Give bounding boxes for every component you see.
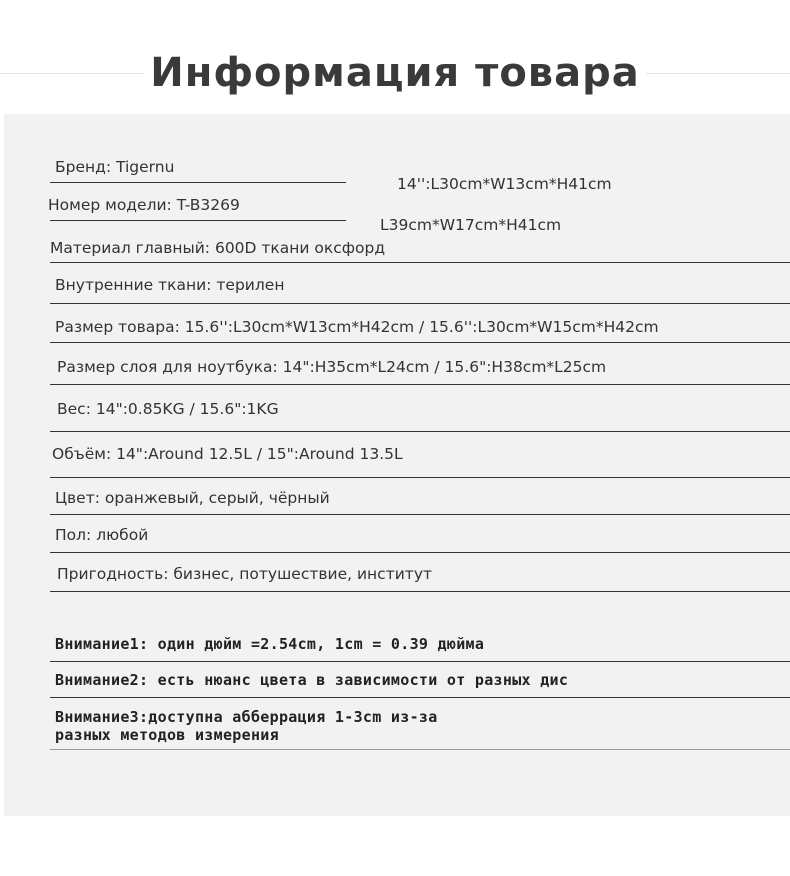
spec-product-size: Размер товара: 15.6'':L30cm*W13cm*H42cm / 15.6'':L30cm*W15cm*H42cm <box>55 318 659 336</box>
divider-color <box>50 514 790 515</box>
divider-weight <box>50 431 790 432</box>
spec-laptop-layer: Размер слоя для ноутбука: 14":H35cm*L24cm / 15.6":H38cm*L25cm <box>57 358 607 376</box>
spec-volume: Объём: 14":Around 12.5L / 15":Around 13.5L <box>52 445 403 463</box>
spec-material: Материал главный: 600D ткани оксфорд <box>50 239 386 257</box>
divider-brand <box>50 182 346 183</box>
divider-volume <box>50 477 790 478</box>
spec-inner-fabric: Внутренние ткани: терилен <box>55 276 285 294</box>
note-3-line-1: Внимание3:доступна абберрация 1-3cm из-за <box>55 708 438 726</box>
spec-suitable: Пригодность: бизнес, потушествие, институт <box>57 565 433 583</box>
divider-note-2 <box>50 697 790 698</box>
note-3-line-2: разных методов измерения <box>55 726 279 744</box>
note-1: Внимание1: один дюйм =2.54cm, 1cm = 0.39 дюйма <box>55 635 485 653</box>
spec-size-14: 14'':L30cm*W13cm*H41cm <box>397 175 612 193</box>
divider-note-3 <box>50 749 790 750</box>
page-title <box>0 42 790 104</box>
spec-size-alt: L39cm*W17cm*H41cm <box>380 216 562 234</box>
divider-note-1 <box>50 661 790 662</box>
spec-weight: Вес: 14":0.85KG / 15.6":1KG <box>57 400 279 418</box>
spec-model: Номер модели: T-B3269 <box>48 196 240 214</box>
note-2: Внимание2: есть нюанс цвета в зависимости от разных дис <box>55 671 569 689</box>
divider-inner <box>50 303 790 304</box>
divider-suitable <box>50 591 790 592</box>
divider-laptop-layer <box>50 384 790 385</box>
divider-model <box>50 220 346 221</box>
spec-brand: Бренд: Tigernu <box>55 158 175 176</box>
divider-material <box>50 262 790 263</box>
spec-gender: Пол: любой <box>55 526 149 544</box>
divider-gender <box>50 552 790 553</box>
spec-color: Цвет: оранжевый, серый, чёрный <box>55 489 330 507</box>
page-title-text: Информация товара <box>144 50 645 96</box>
divider-product-size <box>50 342 790 343</box>
